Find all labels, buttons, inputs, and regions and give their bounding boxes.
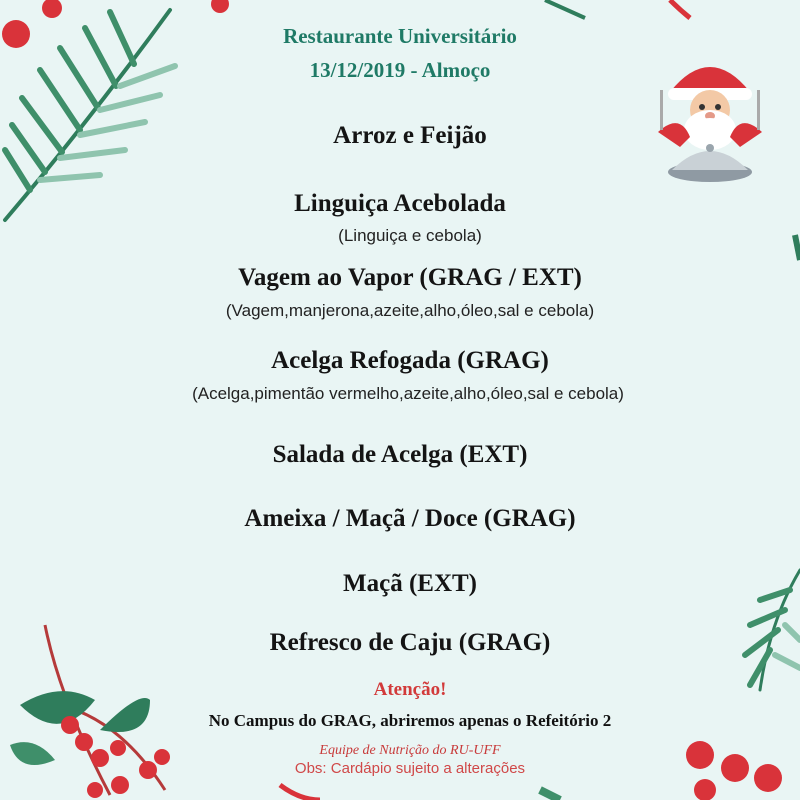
menu-item-ingredients: (Linguiça e cebola)	[338, 226, 482, 245]
berry-icon	[87, 782, 103, 798]
menu-item-ingredients: (Acelga,pimentão vermelho,azeite,alho,óleo,sal e cebola)	[192, 384, 624, 403]
nutrition-team-signature: Equipe de Nutrição do RU-UFF	[319, 743, 501, 758]
menu-item-name: Linguiça Acebolada	[294, 190, 506, 217]
menu-item-name: Ameixa / Maçã / Doce (GRAG)	[244, 505, 576, 532]
menu-item-name: Maçã (EXT)	[343, 570, 477, 597]
date-meal-subtitle: 13/12/2019 - Almoço	[309, 58, 491, 82]
ribbon-top-right	[670, 0, 690, 18]
menu-item-name: Acelga Refogada (GRAG)	[271, 347, 549, 374]
menu-item-name: Refresco de Caju (GRAG)	[269, 629, 551, 656]
menu-item-name: Arroz e Feijão	[333, 122, 487, 149]
menu-item-name: Salada de Acelga (EXT)	[272, 441, 528, 468]
berry-icon	[42, 0, 62, 18]
restaurant-title: Restaurante Universitário	[283, 24, 517, 48]
berry-icon	[211, 0, 229, 13]
disclaimer-text: Obs: Cardápio sujeito a alterações	[294, 760, 526, 777]
menu-item-ingredients: (Vagem,manjerona,azeite,alho,óleo,sal e cebola)	[225, 301, 595, 320]
attention-label: Atenção!	[373, 679, 447, 700]
berry-icon	[111, 776, 129, 794]
berry-icon	[694, 779, 716, 800]
notice-message: No Campus do GRAG, abriremos apenas o Refeitório 2	[208, 711, 612, 730]
menu-item-name: Vagem ao Vapor (GRAG / EXT)	[238, 264, 582, 291]
